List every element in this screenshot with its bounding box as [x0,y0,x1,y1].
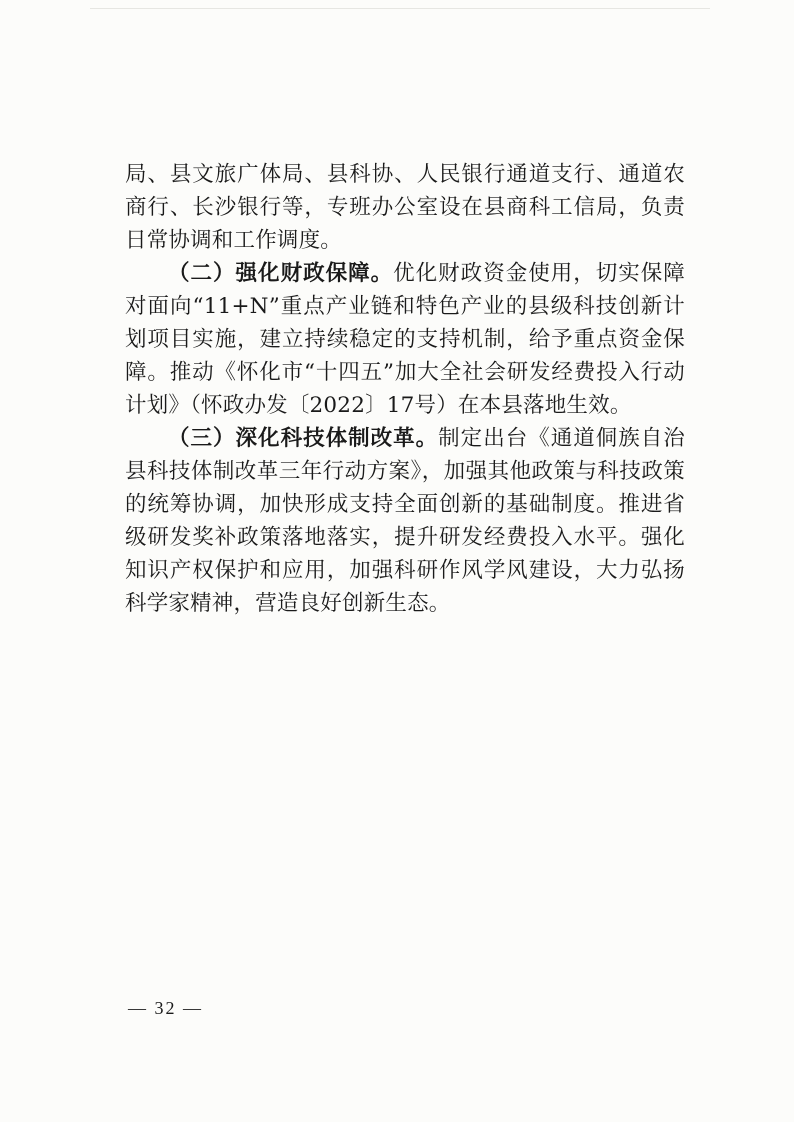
heading-finance: （二）强化财政保障。 [168,261,394,286]
body-text [125,158,685,620]
heading-reform: （三）深化科技体制改革。 [168,426,439,451]
paragraph-finance-body: 优化财政资金使用，切实保障对面向“11+N”重点产业链和特色产业的县级科技创新计划项目实施，建立持续稳定的支持机制，给予重点资金保障。推动《怀化市“十四五”加大全社会研发经费投入行动计划》（怀政办发〔2022〕17号）在本县落地生效。 [125,261,685,418]
scan-edge [90,8,710,9]
paragraph-finance [125,257,685,422]
page-number: — 32 — [128,998,203,1018]
paragraph-reform [125,422,685,620]
paragraph-continuation: 局、县文旅广体局、县科协、人民银行通道支行、通道农商行、长沙银行等，专班办公室设在县商科工信局，负责日常协调和工作调度。 [125,162,685,253]
paragraph-reform-body: 制定出台《通道侗族自治县科技体制改革三年行动方案》，加强其他政策与科技政策的统筹协调，加快形成支持全面创新的基础制度。推进省级研发奖补政策落地落实，提升研发经费投入水平。强化知识产权保护和应用，加强科研作风学风建设，大力弘扬科学家精神，营造良好创新生态。 [125,426,686,616]
